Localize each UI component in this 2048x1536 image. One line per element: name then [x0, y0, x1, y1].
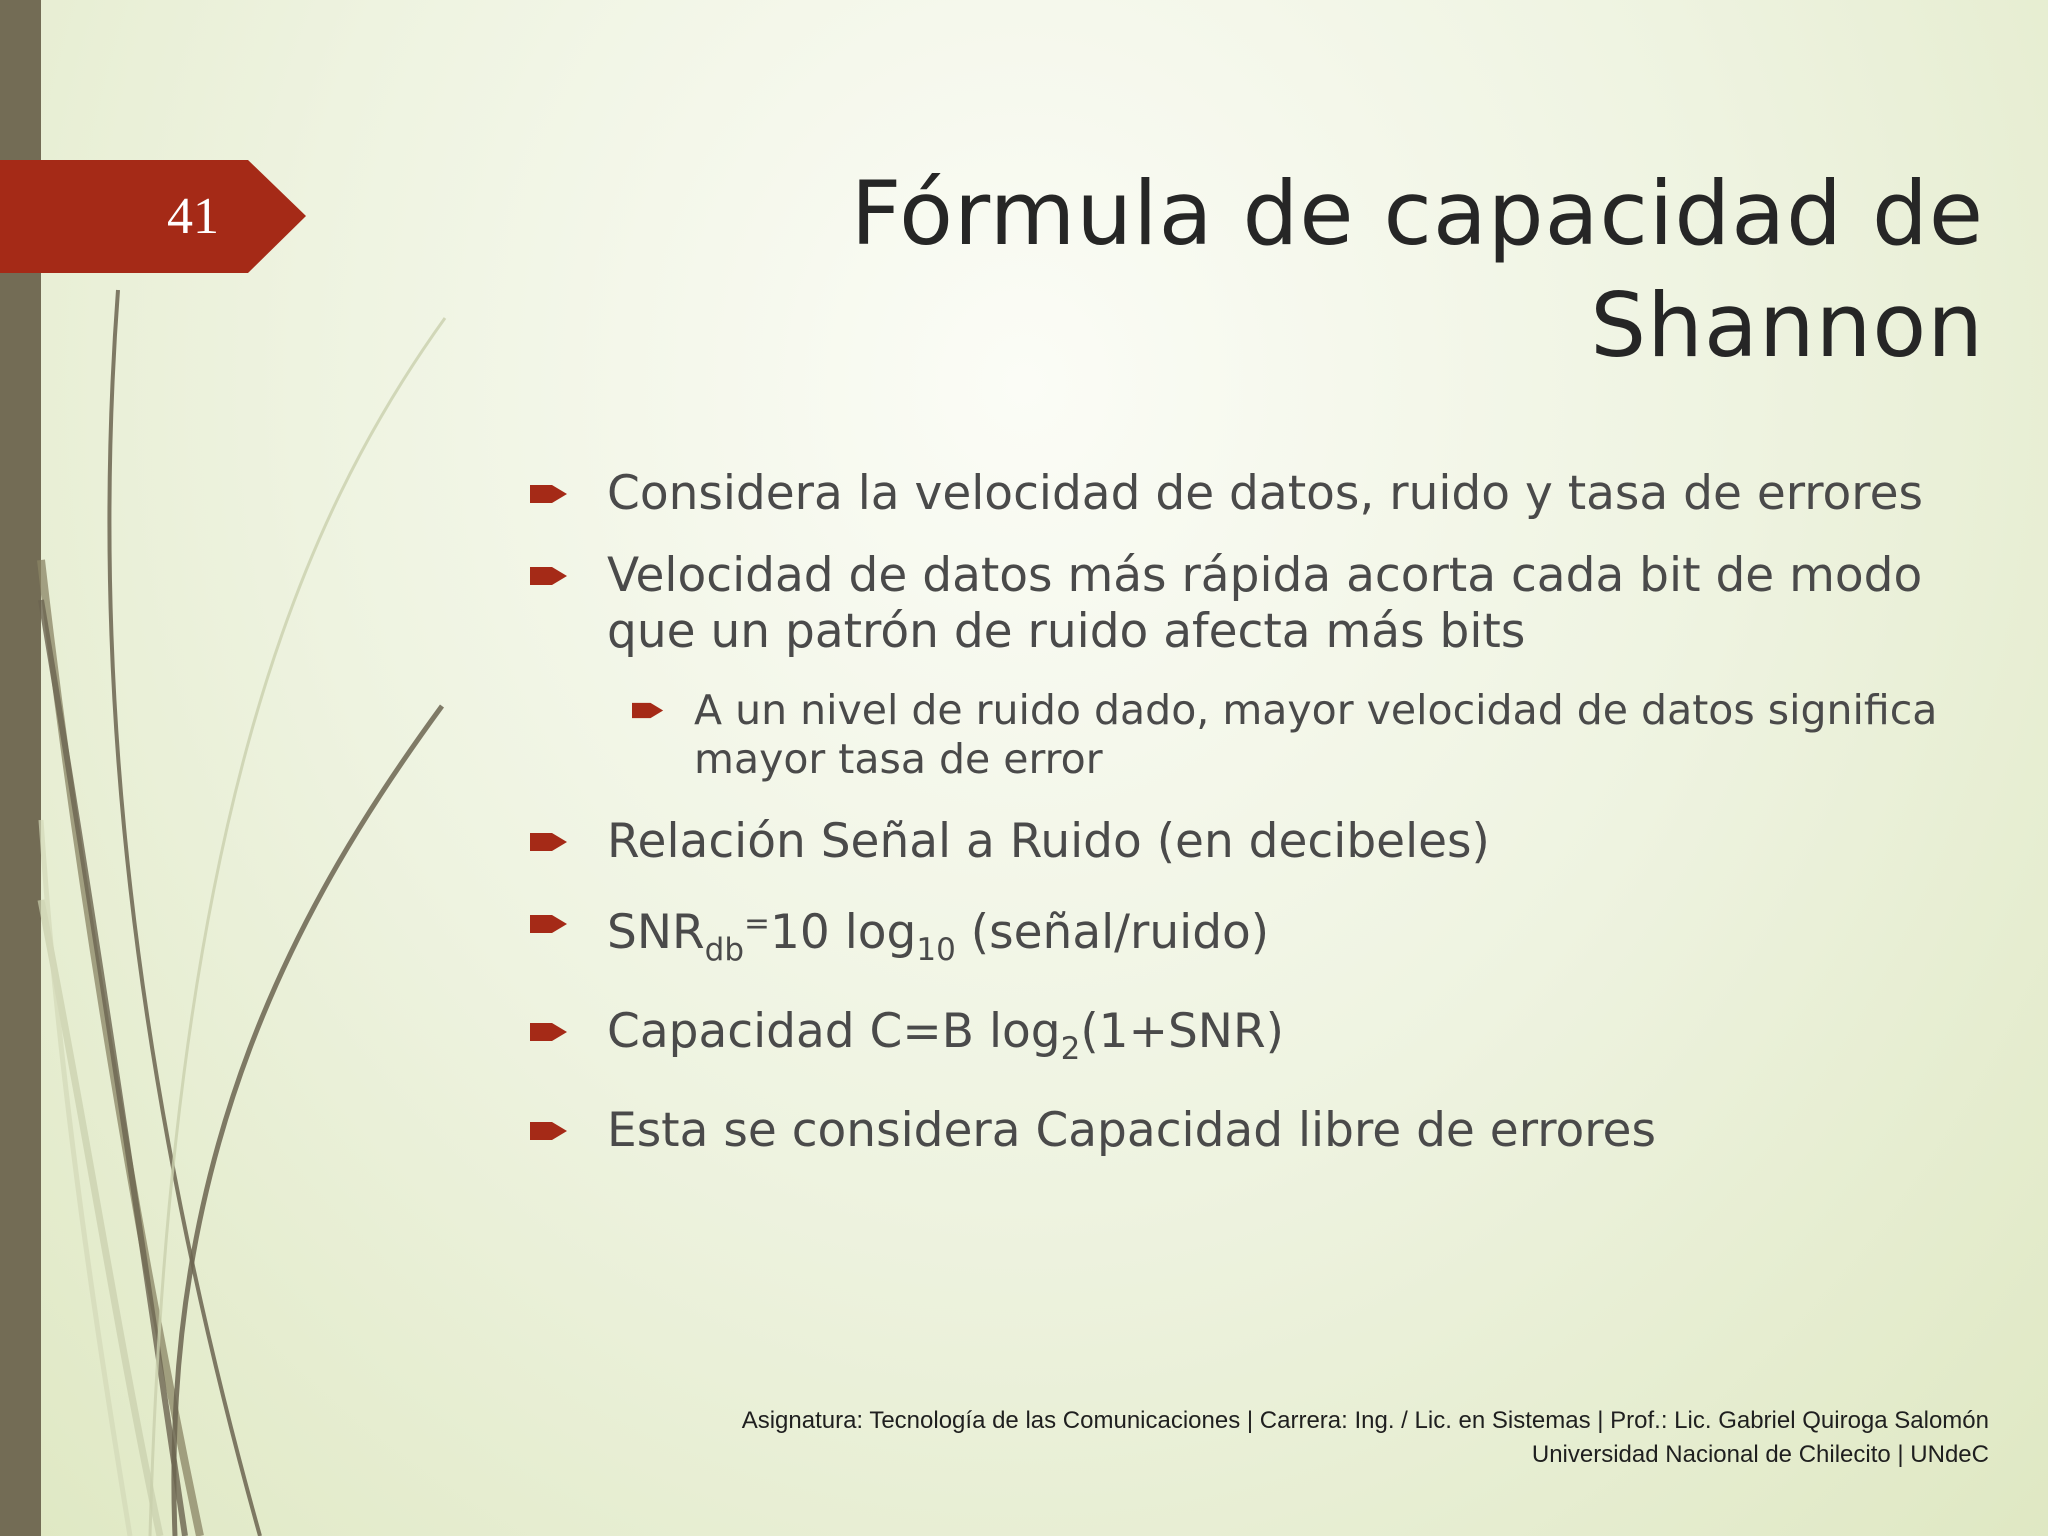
slide-title	[684, 158, 1984, 382]
arrow-bullet-icon	[530, 483, 568, 505]
snr-prefix: SNR	[607, 905, 705, 960]
capacity-prefix: Capacidad C=B log	[607, 1004, 1061, 1059]
slide-number: 41	[167, 188, 219, 245]
arrow-bullet-icon	[530, 565, 568, 587]
bullet-item	[530, 1103, 2010, 1159]
bullet-text: Esta se considera Capacidad libre de errores	[607, 1103, 1656, 1158]
bullet-item	[530, 814, 2010, 870]
snr-log-base: 10	[916, 932, 956, 968]
capacity-formula-bullet	[530, 1004, 2010, 1077]
snr-formula-bullet	[530, 896, 2010, 978]
sub-bullet-text: A un nivel de ruido dado, mayor velocidad de datos significa mayor tasa de error	[694, 686, 1938, 783]
arrow-bullet-icon	[530, 913, 568, 935]
snr-equals-sign: =	[744, 906, 770, 942]
bullet-text: Considera la velocidad de datos, ruido y tasa de errores	[607, 466, 1923, 521]
slide-footer	[489, 1404, 1989, 1472]
footer-line1: Asignatura: Tecnología de las Comunicaciones | Carrera: Ing. / Lic. en Sistemas | Prof.: Lic. Gabriel Quiroga Salomón	[741, 1407, 1989, 1434]
bullet-item	[530, 466, 2010, 522]
slide-title-line2: Shannon	[1590, 274, 1984, 377]
bullet-item	[530, 548, 2010, 660]
snr-log-text: 10 log	[770, 905, 917, 960]
arrow-bullet-icon	[530, 831, 568, 853]
arrow-bullet-icon	[530, 1120, 568, 1142]
bullet-text: Velocidad de datos más rápida acorta cada bit de modo que un patrón de ruido afecta más bits	[607, 548, 1923, 659]
arrow-bullet-icon	[530, 1021, 568, 1043]
slide-title-line1: Fórmula de capacidad de	[850, 162, 1984, 265]
sub-bullet-item	[632, 686, 2010, 784]
arrow-bullet-icon	[632, 701, 664, 720]
snr-subscript-db: db	[704, 932, 745, 968]
footer-line2: Universidad Nacional de Chilecito | UNdeC	[1531, 1441, 1989, 1468]
snr-suffix: (señal/ruido)	[955, 905, 1270, 960]
bullet-list	[530, 466, 2010, 1185]
capacity-suffix: (1+SNR)	[1080, 1004, 1284, 1059]
bullet-text: Relación Señal a Ruido (en decibeles)	[607, 814, 1490, 869]
capacity-log-base: 2	[1060, 1031, 1081, 1067]
